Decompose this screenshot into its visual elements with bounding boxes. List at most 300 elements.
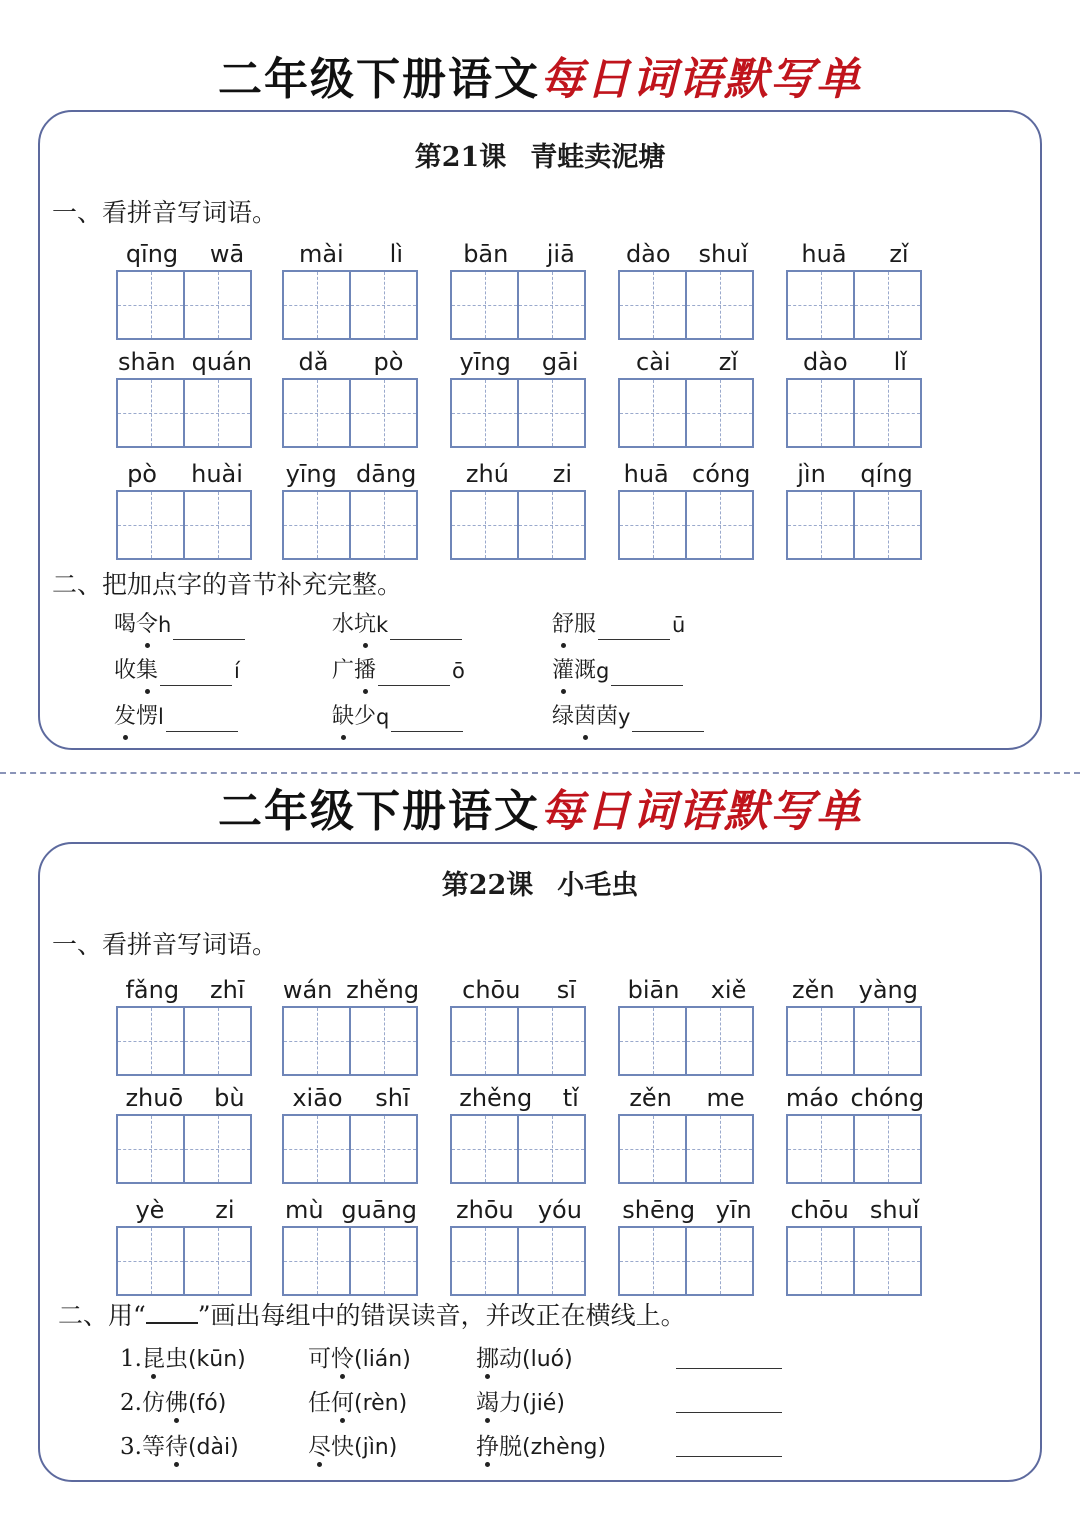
word-char: 绿 — [552, 704, 575, 729]
pinyin-syllable: bān — [463, 240, 509, 268]
pinyin-label — [110, 452, 260, 488]
pinyin-label — [110, 1076, 260, 1112]
correction-answer-line[interactable] — [676, 1456, 782, 1457]
final-letter: ū — [672, 613, 686, 637]
emphasis-dot — [485, 1374, 490, 1379]
section-syllable-title: 二、把加点字的音节补充完整。 — [52, 570, 403, 599]
pinyin-syllable: yīn — [715, 1196, 752, 1224]
pinyin-label — [276, 452, 426, 488]
pinyin-syllable: pò — [127, 460, 157, 488]
answer-blank[interactable] — [390, 615, 462, 640]
tian-grid-cell[interactable] — [349, 492, 416, 558]
dotted-char-text: 播 — [354, 658, 377, 683]
pinyin-syllable: zi — [215, 1196, 235, 1224]
pinyin-word-item — [282, 232, 420, 342]
tian-grid-cell[interactable] — [349, 272, 416, 338]
tian-grid-cell[interactable] — [452, 1228, 517, 1294]
tian-grid-cell[interactable] — [853, 272, 920, 338]
writing-box[interactable] — [450, 490, 586, 560]
pinyin-syllable: zhěng — [459, 1084, 533, 1112]
emphasis-dot — [145, 643, 150, 648]
writing-box[interactable] — [282, 1226, 418, 1296]
pinyin-label — [612, 1076, 762, 1112]
answer-blank[interactable] — [611, 661, 683, 686]
tian-grid-cell[interactable] — [118, 1008, 183, 1074]
tian-grid-cell[interactable] — [620, 380, 685, 446]
answer-blank[interactable] — [391, 707, 463, 732]
dotted-char — [331, 1346, 354, 1372]
dotted-char-text: 挪 — [476, 1346, 499, 1372]
initial-letter: q — [376, 705, 390, 729]
writing-box[interactable] — [450, 1114, 586, 1184]
dotted-char — [552, 610, 574, 640]
pinyin-syllable: dāng — [356, 460, 417, 488]
pinyin-syllable: huā — [801, 240, 847, 268]
pinyin-syllable: yīng — [285, 460, 337, 488]
pinyin-word-item — [786, 1076, 924, 1186]
pinyin-word-item — [282, 1188, 420, 1298]
pinyin-label — [276, 232, 426, 268]
initial-letter: l — [158, 705, 164, 729]
tian-grid-cell[interactable] — [685, 1228, 752, 1294]
correction-item — [476, 1344, 573, 1375]
writing-box[interactable] — [786, 490, 922, 560]
syllable-fill-item — [332, 656, 465, 686]
writing-box[interactable] — [618, 1114, 754, 1184]
writing-box[interactable] — [282, 1114, 418, 1184]
item-number: 3. — [120, 1434, 142, 1460]
writing-box[interactable] — [450, 1006, 586, 1076]
answer-blank[interactable] — [378, 661, 450, 686]
word-char: 茵 — [596, 704, 619, 729]
worksheet-1-title — [0, 52, 1080, 108]
pinyin-syllable: fǎng — [125, 976, 180, 1004]
title-black-part: 二年级下册语文 — [218, 54, 540, 105]
emphasis-dot — [145, 689, 150, 694]
word-char: 脱 — [499, 1434, 522, 1460]
writing-box[interactable] — [282, 1006, 418, 1076]
tian-grid-cell[interactable] — [284, 1008, 349, 1074]
writing-box[interactable] — [618, 270, 754, 340]
title-red-part: 每日词语默写单 — [540, 786, 862, 837]
initial-letter: y — [618, 705, 631, 729]
pinyin-syllable: jìn — [797, 460, 826, 488]
tian-grid-cell[interactable] — [788, 272, 853, 338]
worksheet-2-card — [38, 842, 1042, 1482]
pinyin-syllable: zhuō — [125, 1084, 184, 1112]
initial-letter: k — [376, 613, 389, 637]
pinyin-syllable: shuǐ — [698, 240, 749, 268]
word-char: 收 — [114, 658, 137, 683]
tian-grid-cell[interactable] — [788, 380, 853, 446]
emphasis-dot — [174, 1462, 179, 1467]
pinyin-label — [444, 968, 594, 1004]
cut-line — [0, 772, 1080, 774]
item-number: 1. — [120, 1346, 142, 1372]
dotted-char-text: 佛 — [164, 1390, 188, 1416]
pinyin-syllable: zhú — [465, 460, 509, 488]
syllable-fill-item — [332, 610, 464, 640]
dotted-char-text: 发 — [114, 704, 137, 729]
pinyin-label — [780, 968, 930, 1004]
writing-box[interactable] — [786, 270, 922, 340]
writing-box[interactable] — [116, 1114, 252, 1184]
writing-box[interactable] — [786, 1226, 922, 1296]
tian-grid-cell[interactable] — [349, 1116, 416, 1182]
tian-grid-cell[interactable] — [685, 272, 752, 338]
pinyin-syllable: me — [706, 1084, 745, 1112]
pinyin-syllable: cóng — [692, 460, 751, 488]
pinyin-syllable: xiāo — [292, 1084, 343, 1112]
writing-box[interactable] — [618, 378, 754, 448]
tian-grid-cell[interactable] — [118, 1228, 183, 1294]
emphasis-dot — [485, 1418, 490, 1423]
dotted-char — [552, 656, 574, 686]
tian-grid-cell[interactable] — [284, 492, 349, 558]
tian-grid-cell[interactable] — [183, 492, 250, 558]
dotted-char — [136, 610, 158, 640]
tian-grid-cell[interactable] — [853, 380, 920, 446]
word-char: 动 — [499, 1346, 522, 1372]
pinyin-word-item — [786, 340, 924, 450]
dotted-char — [142, 1346, 165, 1372]
pinyin-word-item — [116, 340, 254, 450]
pinyin-syllable: zǐ — [889, 240, 909, 268]
pinyin-syllable: zi — [552, 460, 573, 488]
pinyin-label — [612, 340, 762, 376]
writing-box[interactable] — [450, 1226, 586, 1296]
emphasis-dot — [561, 643, 566, 648]
word-char: 仿 — [141, 1390, 165, 1416]
dotted-char-text: 集 — [136, 658, 159, 683]
tian-grid-cell[interactable] — [517, 1228, 584, 1294]
syllable-fill-item — [552, 610, 685, 640]
pinyin-reading[interactable]: (dài) — [187, 1435, 239, 1460]
syllable-fill-item — [114, 656, 240, 686]
pinyin-syllable: wán — [282, 976, 333, 1004]
section-pinyin-title: 一、看拼音写词语。 — [52, 198, 278, 227]
pinyin-syllable: dǎ — [298, 348, 329, 376]
writing-box[interactable] — [282, 490, 418, 560]
pinyin-reading[interactable]: (rèn) — [354, 1391, 408, 1416]
pinyin-syllable: shēng — [622, 1196, 696, 1224]
pinyin-syllable: lǐ — [893, 348, 907, 376]
pinyin-syllable: mài — [298, 240, 344, 268]
pinyin-syllable: cài — [636, 348, 671, 376]
pinyin-label — [780, 452, 930, 488]
writing-box[interactable] — [786, 1114, 922, 1184]
pinyin-word-item — [618, 968, 756, 1078]
pinyin-word-item — [618, 452, 756, 562]
answer-blank[interactable] — [173, 615, 245, 640]
pinyin-word-item — [450, 968, 588, 1078]
pinyin-syllable: huài — [191, 460, 243, 488]
syllable-fill-item — [552, 656, 685, 686]
pinyin-syllable: chōu — [462, 976, 521, 1004]
title-red-part: 每日词语默写单 — [540, 54, 862, 105]
correction-item — [120, 1388, 226, 1419]
pinyin-syllable: zǐ — [718, 348, 738, 376]
tian-grid-cell[interactable] — [620, 1008, 685, 1074]
answer-blank[interactable] — [632, 707, 704, 732]
pinyin-syllable: gāi — [541, 348, 579, 376]
pinyin-syllable: xiě — [710, 976, 747, 1004]
tian-grid-cell[interactable] — [788, 1008, 853, 1074]
correction-item — [308, 1388, 407, 1419]
writing-box[interactable] — [450, 270, 586, 340]
correction-answer-line[interactable] — [676, 1368, 782, 1369]
emphasis-dot — [363, 689, 368, 694]
section-pinyin-title: 一、看拼音写词语。 — [52, 930, 278, 959]
tian-grid-cell[interactable] — [349, 380, 416, 446]
writing-box[interactable] — [786, 378, 922, 448]
dotted-char-text: 令 — [136, 612, 159, 637]
pinyin-syllable: tǐ — [562, 1084, 579, 1112]
pinyin-syllable: guāng — [341, 1196, 418, 1224]
writing-box[interactable] — [116, 1226, 252, 1296]
lesson-name: 青蛙卖泥塘 — [530, 142, 666, 173]
pinyin-syllable: dào — [803, 348, 848, 376]
dotted-char-text: 缺 — [332, 704, 355, 729]
pinyin-syllable: chóng — [850, 1084, 925, 1112]
word-char: 广 — [332, 658, 355, 683]
tian-grid-cell[interactable] — [452, 1116, 517, 1182]
dotted-char-text: 坑 — [354, 612, 377, 637]
tian-grid-cell[interactable] — [517, 492, 584, 558]
tian-grid-cell[interactable] — [853, 492, 920, 558]
dotted-char — [354, 656, 376, 686]
word-char: 任 — [308, 1390, 331, 1416]
pinyin-label — [780, 1076, 930, 1112]
answer-blank[interactable] — [598, 615, 670, 640]
pinyin-word-item — [450, 1076, 588, 1186]
writing-box[interactable] — [786, 1006, 922, 1076]
tian-grid-cell[interactable] — [284, 272, 349, 338]
correction-item — [308, 1432, 397, 1463]
correction-answer-line[interactable] — [676, 1412, 782, 1413]
pinyin-syllable: yàng — [858, 976, 918, 1004]
word-char: 快 — [331, 1434, 354, 1460]
tian-grid-cell[interactable] — [620, 1228, 685, 1294]
dotted-char — [165, 1390, 188, 1416]
pinyin-syllable: shān — [117, 348, 176, 376]
pinyin-word-item — [282, 968, 420, 1078]
tian-grid-cell[interactable] — [620, 1116, 685, 1182]
writing-box[interactable] — [116, 378, 252, 448]
pinyin-reading[interactable]: (zhèng) — [522, 1435, 607, 1460]
pinyin-word-item — [282, 452, 420, 562]
tian-grid-cell[interactable] — [853, 1116, 920, 1182]
word-char: 等 — [141, 1434, 165, 1460]
tian-grid-cell[interactable] — [788, 492, 853, 558]
pinyin-label — [110, 340, 260, 376]
tian-grid-cell[interactable] — [620, 492, 685, 558]
pinyin-syllable: sī — [556, 976, 576, 1004]
answer-blank[interactable] — [166, 707, 238, 732]
writing-box[interactable] — [618, 1226, 754, 1296]
tian-grid-cell[interactable] — [118, 380, 183, 446]
pinyin-label — [444, 232, 594, 268]
tian-grid-cell[interactable] — [452, 272, 517, 338]
correction-item — [476, 1388, 565, 1419]
pinyin-word-item — [450, 340, 588, 450]
dotted-char-text: 何 — [331, 1390, 354, 1416]
syllable-fill-item — [552, 702, 706, 732]
tian-grid-cell[interactable] — [349, 1228, 416, 1294]
pinyin-word-item — [618, 1076, 756, 1186]
pinyin-label — [110, 968, 260, 1004]
pinyin-word-item — [618, 232, 756, 342]
pinyin-word-item — [450, 452, 588, 562]
tian-grid-cell[interactable] — [118, 272, 183, 338]
pinyin-syllable: biān — [627, 976, 680, 1004]
tian-grid-cell[interactable] — [620, 272, 685, 338]
tian-grid-cell[interactable] — [183, 1228, 250, 1294]
pinyin-syllable: huā — [623, 460, 669, 488]
tian-grid-cell[interactable] — [517, 1116, 584, 1182]
dotted-char — [574, 702, 596, 732]
pinyin-syllable: máo — [785, 1084, 839, 1112]
pinyin-word-item — [618, 340, 756, 450]
emphasis-dot — [123, 735, 128, 740]
writing-box[interactable] — [618, 490, 754, 560]
pinyin-reading[interactable]: (fó) — [187, 1391, 227, 1416]
tian-grid-cell[interactable] — [284, 1116, 349, 1182]
pinyin-syllable: zěn — [792, 976, 835, 1004]
pinyin-label — [612, 232, 762, 268]
dotted-char-text: 尽 — [308, 1434, 331, 1460]
writing-box[interactable] — [116, 270, 252, 340]
writing-box[interactable] — [618, 1006, 754, 1076]
tian-grid-cell[interactable] — [118, 1116, 183, 1182]
pinyin-syllable: bù — [214, 1084, 245, 1112]
dotted-char — [331, 1390, 354, 1416]
emphasis-dot — [341, 735, 346, 740]
tian-grid-cell[interactable] — [788, 1228, 853, 1294]
pinyin-syllable: lì — [389, 240, 404, 268]
tian-grid-cell[interactable] — [183, 272, 250, 338]
tian-grid-cell[interactable] — [685, 1008, 752, 1074]
pinyin-word-item — [282, 1076, 420, 1186]
tian-grid-cell[interactable] — [183, 1008, 250, 1074]
pinyin-word-item — [786, 968, 924, 1078]
tian-grid-cell[interactable] — [685, 380, 752, 446]
emphasis-dot — [485, 1462, 490, 1467]
pinyin-label — [444, 340, 594, 376]
tian-grid-cell[interactable] — [118, 492, 183, 558]
pinyin-reading[interactable]: (lián) — [354, 1347, 411, 1372]
pinyin-word-item — [450, 1188, 588, 1298]
pinyin-label — [276, 340, 426, 376]
item-number: 2. — [120, 1390, 142, 1416]
tian-grid-cell[interactable] — [517, 272, 584, 338]
tian-grid-cell[interactable] — [853, 1008, 920, 1074]
pinyin-syllable: chōu — [790, 1196, 849, 1224]
pinyin-label — [110, 1188, 260, 1224]
dotted-char-text: 挣 — [476, 1434, 499, 1460]
pinyin-label — [780, 1188, 930, 1224]
tian-grid-cell[interactable] — [284, 380, 349, 446]
pinyin-word-item — [116, 968, 254, 1078]
pinyin-syllable: yóu — [537, 1196, 582, 1224]
correction-instruction-a: 二、用“ — [58, 1301, 146, 1330]
pinyin-word-item — [786, 452, 924, 562]
tian-grid-cell[interactable] — [685, 1116, 752, 1182]
tian-grid-cell[interactable] — [452, 1008, 517, 1074]
pinyin-label — [780, 340, 930, 376]
pinyin-word-item — [116, 1076, 254, 1186]
dotted-char — [308, 1434, 331, 1460]
emphasis-dot — [174, 1418, 179, 1423]
tian-grid-cell[interactable] — [685, 492, 752, 558]
tian-grid-cell[interactable] — [452, 380, 517, 446]
writing-box[interactable] — [282, 270, 418, 340]
word-char: 喝 — [114, 612, 137, 637]
correction-item — [120, 1344, 246, 1375]
pinyin-label — [110, 232, 260, 268]
pinyin-reading[interactable]: (luó) — [522, 1347, 573, 1372]
tian-grid-cell[interactable] — [853, 1228, 920, 1294]
writing-box[interactable] — [282, 378, 418, 448]
dotted-char-text: 舒 — [552, 612, 575, 637]
initial-letter: h — [158, 613, 172, 637]
tian-grid-cell[interactable] — [517, 380, 584, 446]
dotted-char — [165, 1434, 188, 1460]
pinyin-reading[interactable]: (jié) — [522, 1391, 565, 1416]
emphasis-dot — [340, 1374, 345, 1379]
initial-letter: g — [596, 659, 610, 683]
pinyin-label — [780, 232, 930, 268]
answer-blank[interactable] — [160, 661, 232, 686]
correction-item — [120, 1432, 239, 1463]
pinyin-syllable: jiā — [546, 240, 575, 268]
dotted-char — [332, 702, 354, 732]
emphasis-dot — [561, 689, 566, 694]
pinyin-word-item — [786, 232, 924, 342]
pinyin-reading[interactable]: (jìn) — [354, 1435, 398, 1460]
title-black-part: 二年级下册语文 — [218, 786, 540, 837]
dotted-char — [354, 610, 376, 640]
tian-grid-cell[interactable] — [284, 1228, 349, 1294]
pinyin-label — [276, 1076, 426, 1112]
tian-grid-cell[interactable] — [452, 492, 517, 558]
final-letter: ō — [452, 659, 465, 683]
tian-grid-cell[interactable] — [349, 1008, 416, 1074]
dotted-char-text: 昆 — [141, 1346, 165, 1372]
pinyin-syllable: zhī — [210, 976, 245, 1004]
pinyin-syllable: dào — [625, 240, 671, 268]
pinyin-word-item — [282, 340, 420, 450]
writing-box[interactable] — [116, 490, 252, 560]
word-char: 可 — [308, 1346, 331, 1372]
tian-grid-cell[interactable] — [517, 1008, 584, 1074]
writing-box[interactable] — [116, 1006, 252, 1076]
pinyin-word-item — [116, 1188, 254, 1298]
pinyin-syllable: yīng — [459, 348, 511, 376]
pinyin-reading[interactable]: (kūn) — [187, 1347, 246, 1372]
tian-grid-cell[interactable] — [183, 1116, 250, 1182]
word-char: 虫 — [164, 1346, 188, 1372]
correction-instruction-b: ”画出每组中的错误读音，并改正在横线上。 — [197, 1301, 686, 1330]
pinyin-label — [444, 1076, 594, 1112]
tian-grid-cell[interactable] — [788, 1116, 853, 1182]
pinyin-word-item — [116, 452, 254, 562]
pinyin-label — [444, 452, 594, 488]
syllable-fill-item — [114, 610, 247, 640]
tian-grid-cell[interactable] — [183, 380, 250, 446]
writing-box[interactable] — [450, 378, 586, 448]
dotted-char — [476, 1434, 499, 1460]
